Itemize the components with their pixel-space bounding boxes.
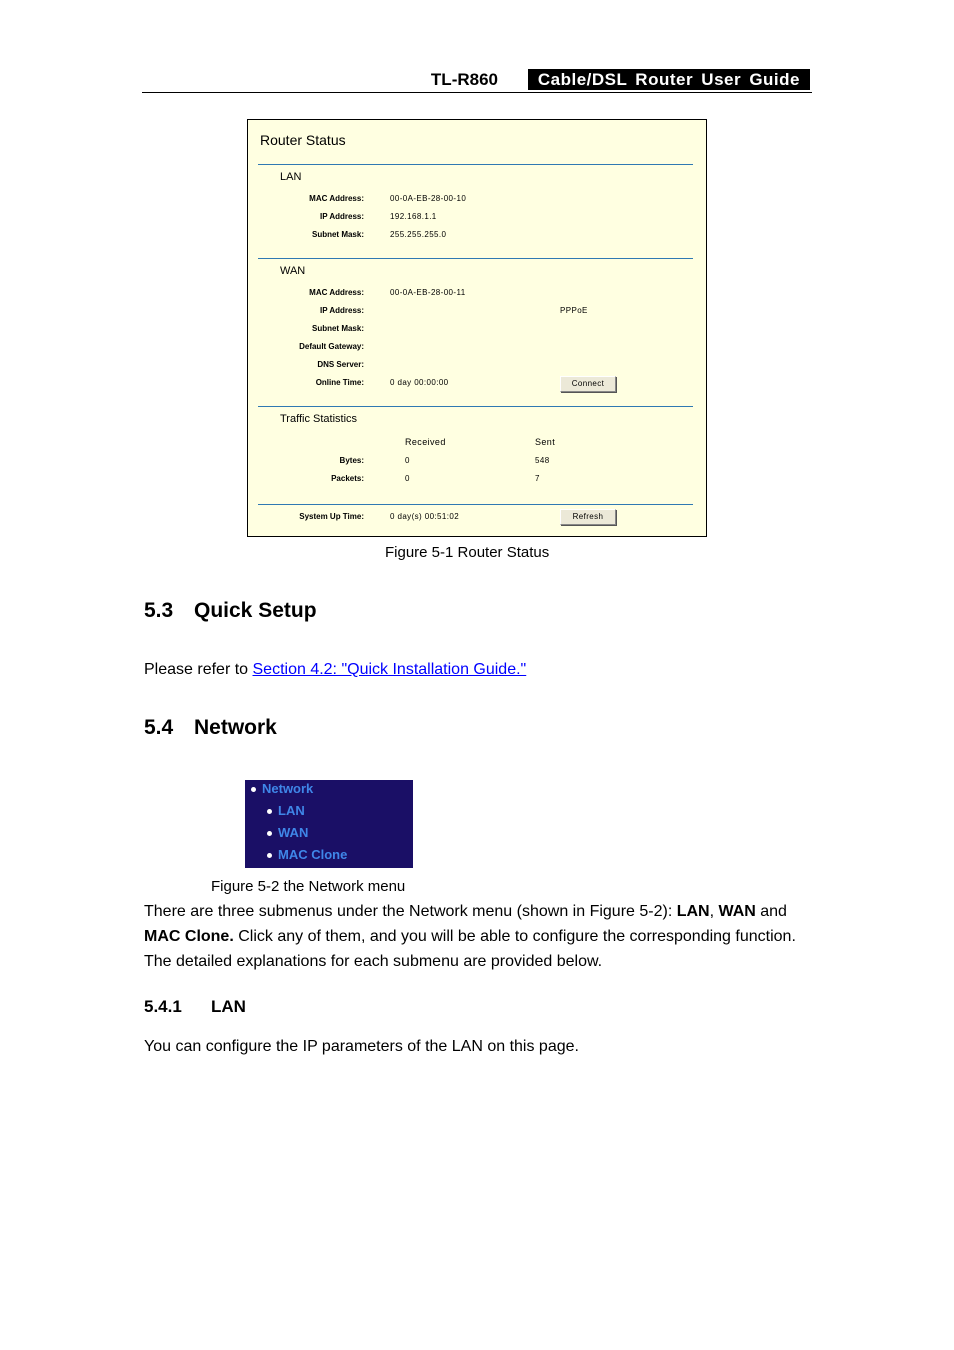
header-model: TL-R860 [430, 70, 498, 89]
wan-mask-label: Subnet Mask: [311, 324, 364, 333]
wan-mac-value: 00-0A-EB-28-00-11 [390, 288, 466, 297]
text-run: There are three submenus under the Network menu (shown in Figure 5-2): [144, 903, 677, 920]
packets-sent: 7 [535, 474, 540, 483]
section-number: 5.4 [144, 716, 174, 739]
lan-mask-label: Subnet Mask: [311, 230, 364, 239]
bold-lan: LAN [676, 903, 710, 920]
text-run: Click any of them, and you will be able to configure the corresponding function. The detailed explanations for each submenu are provided below. [144, 928, 796, 970]
bullet-icon [267, 853, 272, 858]
network-description [144, 899, 804, 974]
uptime-value: 0 day(s) 00:51:02 [390, 512, 460, 521]
connect-button[interactable]: Connect [560, 376, 616, 392]
section-5-4-heading [144, 716, 277, 740]
bold-mac-clone: MAC Clone. [144, 928, 234, 945]
lan-ip-label: IP Address: [319, 212, 364, 221]
header-guide-title: Cable/DSL Router User Guide [528, 69, 810, 90]
wan-connection-type: PPPoE [560, 306, 588, 315]
quick-setup-text [144, 657, 526, 682]
bytes-label: Bytes: [339, 456, 364, 465]
section-5-4-1-heading [144, 997, 246, 1017]
wan-section-title: WAN [280, 265, 306, 277]
bullet-icon [251, 787, 256, 792]
section-title: LAN [211, 997, 246, 1016]
section-5-3-heading [144, 599, 317, 623]
section-title: Quick Setup [194, 599, 317, 622]
bytes-received: 0 [405, 456, 410, 465]
figure-2-caption: Figure 5-2 the Network menu [211, 878, 406, 895]
wan-online-value: 0 day 00:00:00 [390, 378, 449, 387]
divider [258, 406, 693, 407]
traffic-section-title: Traffic Statistics [280, 413, 358, 425]
text-run: and [755, 903, 787, 920]
lan-section-title: LAN [280, 171, 302, 183]
menu-item-wan[interactable]: WAN [278, 825, 309, 840]
bytes-sent: 548 [535, 456, 550, 465]
wan-mac-label: MAC Address: [309, 288, 364, 297]
section-title: Network [194, 716, 277, 739]
menu-item-lan[interactable]: LAN [278, 803, 305, 818]
wan-ip-label: IP Address: [319, 306, 364, 315]
menu-item-network[interactable]: Network [262, 781, 314, 796]
divider [258, 258, 693, 259]
wan-online-label: Online Time: [315, 378, 364, 387]
bullet-icon [267, 831, 272, 836]
lan-mac-label: MAC Address: [309, 194, 364, 203]
wan-dns-label: DNS Server: [317, 360, 364, 369]
lan-ip-value: 192.168.1.1 [390, 212, 437, 221]
sent-column-header: Sent [535, 437, 556, 447]
lan-description: You can configure the IP parameters of the LAN on this page. [144, 1038, 579, 1055]
packets-label: Packets: [331, 474, 364, 483]
router-status-panel [247, 119, 707, 537]
network-menu-image [245, 780, 413, 868]
lan-mac-value: 00-0A-EB-28-00-10 [390, 194, 467, 203]
quick-installation-guide-link[interactable]: Section 4.2: "Quick Installation Guide." [252, 661, 527, 678]
quick-setup-text-prefix: Please refer to [144, 661, 253, 678]
figure-1-caption: Figure 5-1 Router Status [385, 544, 550, 561]
section-number: 5.4.1 [144, 997, 182, 1016]
uptime-label: System Up Time: [299, 512, 364, 521]
wan-gateway-label: Default Gateway: [299, 342, 364, 351]
divider [258, 164, 693, 165]
menu-item-mac-clone[interactable]: MAC Clone [278, 847, 348, 862]
packets-received: 0 [405, 474, 410, 483]
received-column-header: Received [405, 437, 446, 447]
refresh-button[interactable]: Refresh [560, 509, 616, 525]
bold-wan: WAN [718, 903, 756, 920]
text-run: , [709, 903, 719, 920]
lan-mask-value: 255.255.255.0 [390, 230, 447, 239]
section-number: 5.3 [144, 599, 174, 622]
router-status-title: Router Status [260, 132, 346, 148]
bullet-icon [267, 809, 272, 814]
page-header [142, 68, 812, 93]
divider [258, 504, 693, 505]
